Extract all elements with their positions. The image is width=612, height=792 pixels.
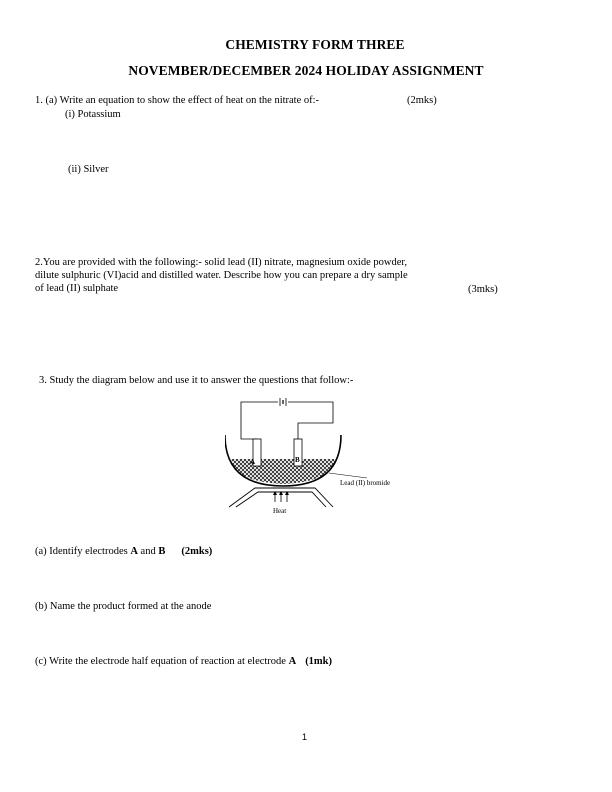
question-1-stem: 1. (a) Write an equation to show the effect of heat on the nitrate of:- — [35, 95, 320, 106]
electrolysis-diagram — [225, 396, 413, 514]
question-3c-text: (c) Write the electrode half equation of reaction at electrode — [35, 656, 289, 667]
question-1-part-ii: (ii) Silver — [68, 164, 109, 175]
page-subtitle: NOVEMBER/DECEMBER 2024 HOLIDAY ASSIGNMENT — [128, 63, 484, 78]
battery-icon — [278, 398, 288, 406]
electrode-b-label: B — [295, 456, 300, 464]
question-3a-electrode-a: A — [130, 546, 138, 557]
question-2-marks: (3mks) — [468, 284, 498, 295]
question-1-marks: (2mks) — [407, 95, 437, 106]
question-2-line-1: 2.You are provided with the following:- solid lead (II) nitrate, magnesium oxide powder, — [35, 257, 408, 268]
heat-arrows-icon — [273, 491, 289, 502]
heat-label: Heat — [273, 507, 287, 514]
question-2-line-3: of lead (II) sulphate — [35, 283, 119, 294]
question-3a-and: and — [137, 546, 159, 557]
electrolyte-label: Lead (II) bromide — [340, 479, 391, 487]
question-3c — [35, 656, 332, 668]
question-3b: (b) Name the product formed at the anode — [35, 601, 212, 612]
page-number: 1 — [302, 732, 308, 742]
page-title: CHEMISTRY FORM THREE — [225, 37, 405, 52]
question-3-stem: 3. Study the diagram below and use it to answer the questions that follow:- — [39, 375, 354, 386]
question-1-part-i: (i) Potassium — [65, 109, 121, 120]
electrolyte-pointer — [329, 473, 367, 478]
question-3c-electrode-a: A — [288, 656, 297, 667]
question-2-line-2: dilute sulphuric (VI)acid and distilled water. Describe how you can prepare a dry sample — [35, 270, 408, 281]
question-3a-text: (a) Identify electrodes — [35, 546, 131, 557]
question-3a — [35, 546, 212, 558]
question-3a-electrode-b: B — [158, 546, 166, 557]
question-3a-marks: (2mks) — [181, 546, 213, 557]
circuit-wire — [241, 402, 333, 439]
question-3c-marks: (1mk) — [305, 656, 333, 667]
electrode-a-label: A — [250, 458, 256, 466]
molten-electrolyte — [231, 459, 336, 484]
